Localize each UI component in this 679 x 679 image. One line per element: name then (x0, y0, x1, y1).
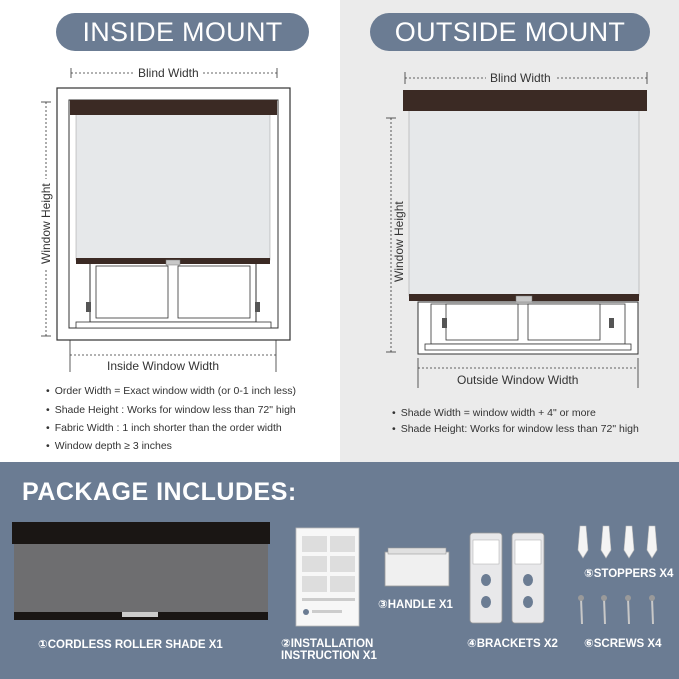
brackets-image (470, 533, 544, 623)
outside-note: • Shade Width = window width + 4" or more (392, 407, 596, 419)
inside-note: • Fabric Width : 1 inch shorter than the order width (46, 422, 282, 434)
package-item-label-roller-shade: ①CORDLESS ROLLER SHADE X1 (38, 639, 223, 651)
inside-note: • Shade Height : Works for window less than 72" high (46, 404, 296, 416)
stoppers-image (578, 526, 657, 558)
package-item-label-instruction-line2: INSTRUCTION X1 (281, 650, 377, 662)
outside-note: • Shade Height: Works for window less than 72" high (392, 423, 639, 435)
package-item-label-instruction: ②INSTALLATION (281, 638, 374, 650)
roller-shade-image (12, 522, 270, 620)
package-item-label-handle: ③HANDLE X1 (378, 599, 453, 611)
inside-note: • Window depth ≥ 3 inches (46, 440, 172, 452)
outside-blind-width-label: Blind Width (486, 71, 555, 85)
inside-mount-title: INSIDE MOUNT (56, 13, 309, 51)
outside-window-width-label: Outside Window Width (453, 373, 582, 387)
inside-note: • Order Width = Exact window width (or 0-1 inch less) (46, 385, 296, 397)
inside-window-height-label: Window Height (39, 179, 53, 268)
outside-window-height-label: Window Height (392, 197, 406, 286)
instruction-booklet-image (296, 528, 359, 626)
package-title: PACKAGE INCLUDES: (22, 478, 297, 506)
package-item-label-brackets: ④BRACKETS X2 (467, 638, 558, 650)
inside-window-width-label: Inside Window Width (103, 359, 223, 373)
inside-blind-width-label: Blind Width (134, 66, 203, 80)
package-item-label-stoppers: ⑤STOPPERS X4 (584, 568, 674, 580)
package-item-label-screws: ⑥SCREWS X4 (584, 638, 662, 650)
handle-image (385, 548, 449, 586)
screws-image (581, 598, 653, 624)
outside-mount-title: OUTSIDE MOUNT (370, 13, 650, 51)
